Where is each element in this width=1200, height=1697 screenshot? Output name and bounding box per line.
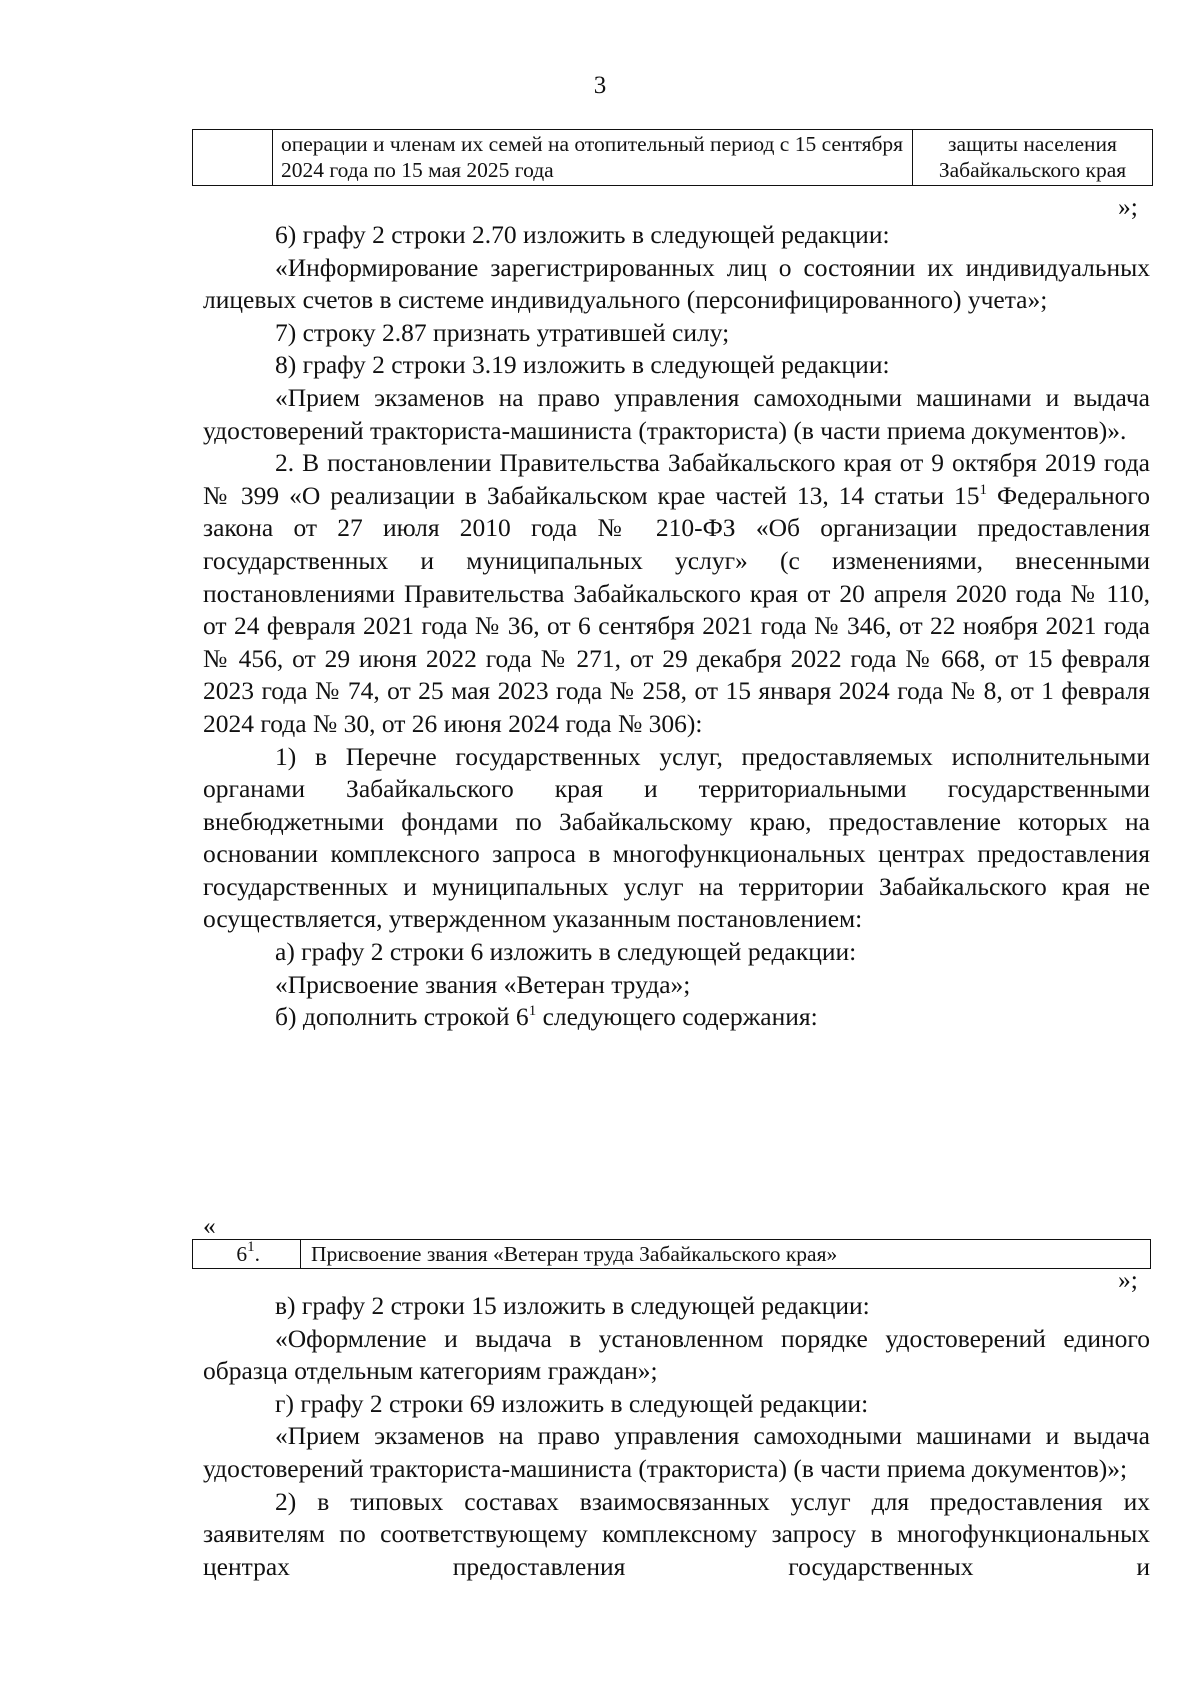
table-cell-service: Присвоение звания «Ветеран труда Забайкальского края» [301,1240,1151,1269]
body-text-2 [203,1290,1150,1583]
paragraph: 2. В постановлении Правительства Забайкальского края от 9 октября 2019 года № 399 «О реализации в Забайкальском крае частей 13, 14 статьи $15^1$ Федерального закона от 27 июля 2010 года № 210-ФЗ «Об организации предоставления государственных и муниципальных услуг» (с изменениями, внесенными постановлениями Правительства Забайкальского края от 20 апреля 2020 года № 110, от 24 февраля 2021 года № 36, от 6 сентября 2021 года № 346, от 22 ноября 2021 года № 456, от 29 июня 2022 года № 271, от 29 декабря 2022 года № 668, от 15 февраля 2023 года № 74, от 25 мая 2023 года № 258, от 15 января 2024 года № 8, от 1 февраля 2024 года № 30, от 26 июня 2024 года № 306): [203,448,1150,738]
paragraph: 8) графу 2 строки 3.19 изложить в следующей редакции: [275,350,890,380]
paragraph: «Информирование зарегистрированных лиц о состоянии их индивидуальных лицевых счетов в системе индивидуального (персонифицированного) учета»; [203,252,1150,315]
paragraph: «Прием экзаменов на право управления самоходными машинами и выдача удостоверений тракториста-машиниста (тракториста) (в части приема документов)». [203,382,1150,445]
opening-quote: « [203,1211,216,1240]
table-cell-number: $6^1$. [193,1240,301,1269]
table-cell-service: операции и членам их семей на отопительный период с 15 сентября 2024 года по 15 мая 2025 года [273,130,913,186]
paragraph: 1) в Перечне государственных услуг, предоставляемых исполнительными органами Забайкальского края и территориальными государственными внебюджетными фондами по Забайкальскому краю, предоставление которых на основании комплексного запроса в многофункциональных центрах предоставления государственных и муниципальных услуг на территории Забайкальского края не осуществляется, утвержденном указанным постановлением: [203,741,1150,934]
closing-quote: »; [1118,192,1138,221]
paragraph: а) графу 2 строки 6 изложить в следующей редакции: [275,937,857,967]
paragraph: 6) графу 2 строки 2.70 изложить в следующей редакции: [275,220,890,249]
paragraph: «Оформление и выдача в установленном порядке удостоверений единого образца отдельным категориям граждан»; [203,1323,1150,1386]
paragraph: 2) в типовых составах взаимосвязанных услуг для предоставления их заявителям по соответствующему комплексному запросу в многофункциональных центрах предоставления государственных и [203,1486,1150,1581]
page-number: 3 [593,72,607,99]
table-cell-authority: защиты населения Забайкальского края [913,130,1153,186]
table-row [193,1240,1151,1269]
paragraph: «Прием экзаменов на право управления самоходными машинами и выдача удостоверений тракториста-машиниста (тракториста) (в части приема документов)»; [203,1421,1150,1483]
closing-quote: »; [1118,1265,1138,1294]
paragraph: «Присвоение звания «Ветеран труда»; [275,969,691,999]
continuation-table [192,129,1153,186]
paragraph: 7) строку 2.87 признать утратившей силу; [275,317,730,347]
paragraph: г) графу 2 строки 69 изложить в следующей редакции: [275,1388,869,1418]
paragraph: в) графу 2 строки 15 изложить в следующей редакции: [275,1291,870,1320]
body-text-1 [203,219,1150,1034]
table-cell-number [193,130,273,186]
paragraph: б) дополнить строкой $6^1$ следующего содержания: [275,1002,818,1032]
inserted-row-table [192,1239,1151,1269]
table-row [193,130,1153,186]
